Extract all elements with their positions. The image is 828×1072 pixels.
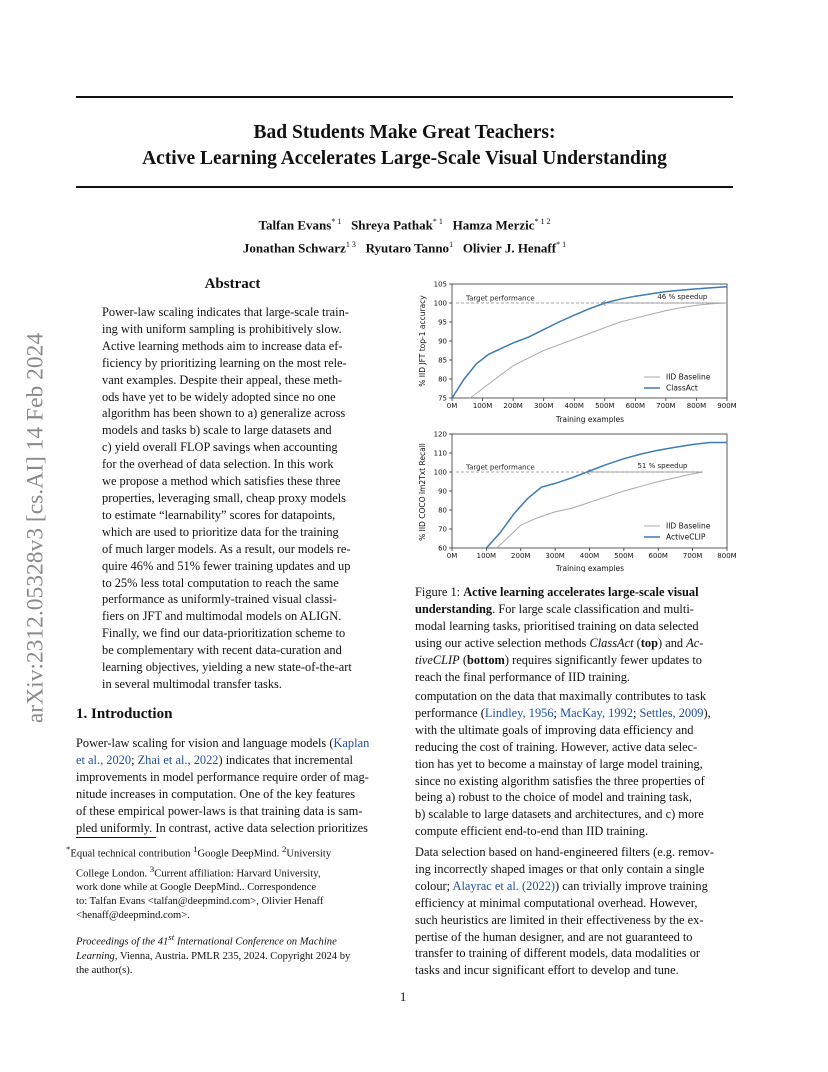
x-tick-label: 0M xyxy=(446,552,458,560)
abstract-line: in several multimodal transfer tasks. xyxy=(102,676,282,691)
author-affiliation: * 1 xyxy=(331,217,342,226)
abstract-line: to estimate “learnability” scores for datapoints, xyxy=(102,507,336,522)
x-tick-label: 600M xyxy=(648,552,668,560)
abstract-line: ficiency by prioritizing learning on the most rele- xyxy=(102,355,347,370)
text-line: b) scalable to large datasets and architectures, and c) more xyxy=(415,807,704,822)
intro-paragraph xyxy=(76,735,394,836)
y-tick-label: 105 xyxy=(433,280,447,289)
x-tick-label: 600M xyxy=(625,402,646,410)
citation-link[interactable]: Alayrac et al. (2022) xyxy=(452,878,556,893)
text-line: such heuristics are limited in their effectiveness by the ex- xyxy=(415,912,704,927)
x-tick-label: 800M xyxy=(717,552,737,560)
legend-label: IID Baseline xyxy=(666,521,711,531)
y-tick-label: 85 xyxy=(438,356,447,365)
text-run: ) requires significantly fewer updates to xyxy=(504,652,702,667)
x-tick-label: 100M xyxy=(476,552,497,560)
speedup-label: 46 % speedup xyxy=(657,293,708,301)
legend-label: ClassAct xyxy=(666,383,698,393)
text-run: colour; xyxy=(415,878,453,893)
text-line: improvements in model performance require order of mag- xyxy=(76,769,369,784)
text-line: the author(s). xyxy=(76,964,133,976)
y-tick-label: 80 xyxy=(438,375,447,384)
citation-link[interactable]: Zhai et al., 2022 xyxy=(137,752,219,767)
x-tick-label: 700M xyxy=(682,552,703,560)
footnote-rule xyxy=(76,837,156,838)
x-tick-label: 0M xyxy=(446,402,458,410)
top-rule xyxy=(76,96,733,98)
author-affiliation: * 1 2 xyxy=(534,217,551,226)
proceedings-note xyxy=(76,930,396,978)
text-line: ing incorrectly shaped images or that only contain a single xyxy=(415,861,705,876)
body-paragraph xyxy=(415,844,735,979)
abstract-line: Finally, we find our data-prioritization scheme to xyxy=(102,626,346,641)
author-affiliation: * 1 xyxy=(556,240,567,250)
text-line: with the ultimate goals of improving data efficiency and xyxy=(415,722,694,737)
text-run: Equal technical contribution xyxy=(70,848,194,860)
text-line: compute efficient end-to-end than IID training. xyxy=(415,824,649,839)
x-tick-label: 100M xyxy=(472,402,493,410)
plot-frame xyxy=(452,434,727,548)
text-line: reach the final performance of IID training. xyxy=(415,669,631,684)
target-label: Target performance xyxy=(466,294,535,303)
text-run: understanding xyxy=(415,601,493,616)
x-tick-label: 300M xyxy=(545,552,565,560)
speedup-label: 51 % speedup xyxy=(637,462,688,470)
abstract-line: of much larger models. As a result, our models re- xyxy=(102,541,351,556)
citation-link[interactable]: Kaplan xyxy=(333,736,370,750)
text-run: Current affiliation: Harvard University, xyxy=(154,868,321,880)
affiliation-mark: 3 xyxy=(149,863,155,874)
y-tick-label: 100 xyxy=(433,468,447,477)
text-run: ClassAct xyxy=(589,635,634,650)
x-tick-label: 400M xyxy=(564,402,584,410)
author-affiliation: 1 xyxy=(449,240,454,250)
author-name: Hamza Merzic xyxy=(452,217,535,233)
y-tick-label: 60 xyxy=(438,544,447,553)
text-line: being a) robust to the choice of model and training task, xyxy=(415,790,692,805)
title-line-2: Active Learning Accelerates Large-Scale Visual Understanding xyxy=(142,148,667,169)
figure-caption xyxy=(415,584,735,685)
text-run: International Conference on Machine xyxy=(174,936,337,948)
author-list xyxy=(76,212,733,259)
x-tick-label: 500M xyxy=(614,552,634,560)
text-run: top xyxy=(640,635,658,650)
abstract-line: fiers on JFT and multimodal models on ALIGN. xyxy=(102,609,342,624)
citation-link[interactable]: MacKay, 1992 xyxy=(560,705,633,720)
text-line: pertise of the human designer, and are not guaranteed to xyxy=(415,929,693,944)
text-run: ; xyxy=(553,705,561,720)
abstract-body xyxy=(102,304,370,693)
text-run: Learning xyxy=(76,950,115,962)
author-name: Jonathan Schwarz xyxy=(242,240,346,256)
text-run: Power-law scaling for vision and language models ( xyxy=(76,736,334,750)
text-run: ), xyxy=(703,705,711,720)
legend xyxy=(644,522,711,542)
title-bottom-rule xyxy=(76,186,733,188)
text-run: st xyxy=(168,932,175,942)
legend-label: IID Baseline xyxy=(666,372,711,382)
text-line: tasks and incur significant effort to develop and tune. xyxy=(415,963,679,978)
text-run: performance ( xyxy=(415,705,485,720)
text-line: pled uniformly. In contrast, active data selection prioritizes xyxy=(76,820,368,835)
arxiv-identifier: arXiv:2312.05328v3 [cs.AI] 14 Feb 2024 xyxy=(22,332,49,724)
text-run: , Vienna, Austria. PMLR 235, 2024. Copyright 2024 by xyxy=(114,950,351,962)
y-tick-label: 90 xyxy=(438,487,447,496)
y-tick-label: 90 xyxy=(438,337,447,346)
text-line: efficiency at minimal computational overhead. However, xyxy=(415,895,698,910)
text-run: ; xyxy=(131,752,138,767)
text-run: University xyxy=(286,848,332,860)
abstract-line: be complementary with recent data-curation and xyxy=(102,643,342,658)
abstract-line: Power-law scaling indicates that large-scale train- xyxy=(102,305,349,319)
author-affiliation: 1 3 xyxy=(345,240,356,250)
author-name: Ryutaro Tanno xyxy=(365,240,450,256)
body-paragraph xyxy=(415,688,735,840)
citation-link[interactable]: et al., 2020 xyxy=(76,752,132,767)
text-run: bottom xyxy=(466,652,505,667)
text-line: reducing the cost of training. However, active data selec- xyxy=(415,739,698,754)
abstract-line: performance as uniformly-trained visual classi- xyxy=(102,592,337,607)
abstract-line: quire 46% and 51% fewer training updates and up xyxy=(102,558,351,573)
title-line-1: Bad Students Make Great Teachers: xyxy=(253,122,556,143)
abstract-line: ing with uniform sampling is prohibitively slow. xyxy=(102,321,342,336)
author-name: Talfan Evans xyxy=(258,217,332,233)
text-line: computation on the data that maximally contributes to task xyxy=(415,689,707,703)
text-line: nitude increases in computation. One of the key features xyxy=(76,786,356,801)
text-run: ( xyxy=(633,635,641,650)
text-run: ) and xyxy=(657,635,687,650)
abstract-line: Active learning methods aim to increase data ef- xyxy=(102,338,343,353)
abstract-heading: Abstract xyxy=(204,276,261,292)
text-run: ; xyxy=(632,705,640,720)
abstract-line: we propose a method which satisfies these three xyxy=(102,474,341,489)
citation-link[interactable]: Settles, 2009 xyxy=(639,705,704,720)
text-run: Figure 1: xyxy=(415,585,464,599)
y-tick-label: 110 xyxy=(433,449,447,458)
legend xyxy=(644,373,711,393)
text-run: Proceedings of the xyxy=(76,936,158,948)
paper-title xyxy=(76,120,733,172)
x-tick-label: 200M xyxy=(503,402,523,410)
y-tick-label: 120 xyxy=(433,430,447,439)
text-line: tion has yet to become a mainstay of large model training, xyxy=(415,756,703,771)
legend-label: ActiveCLIP xyxy=(666,532,706,542)
x-tick-label: 500M xyxy=(595,402,615,410)
affiliation-mark: 1 xyxy=(193,844,198,854)
abstract-line: for the overhead of data selection. In this work xyxy=(102,457,334,472)
text-run: College London. xyxy=(76,868,150,880)
affiliation-mark: 2 xyxy=(281,844,287,854)
x-tick-label: 200M xyxy=(511,552,531,560)
text-run: 41 xyxy=(157,936,169,948)
text-run: . For large scale classification and multi- xyxy=(492,601,694,616)
text-line: transfer to training of different models, data modalities or xyxy=(415,946,701,961)
y-tick-label: 100 xyxy=(433,299,447,308)
text-line: Data selection based on hand-engineered filters (e.g. remov- xyxy=(415,845,714,859)
coco-recall-chart xyxy=(412,426,742,572)
y-tick-label: 95 xyxy=(438,318,447,327)
jft-accuracy-chart xyxy=(412,278,742,424)
x-axis-label: Training examples xyxy=(555,564,625,572)
text-run: Ac- xyxy=(686,635,704,650)
abstract-line: models and tasks b) scale to large datasets and xyxy=(102,423,332,438)
text-line: <henaff@deepmind.com>. xyxy=(76,910,190,922)
abstract-line: which are used to prioritize data for the training xyxy=(102,524,339,539)
y-tick-label: 80 xyxy=(438,506,447,515)
abstract-line: properties, leveraging small, cheap proxy models xyxy=(102,490,346,505)
text-line: to: Talfan Evans <talfan@deepmind.com>, Olivier Henaff xyxy=(76,896,324,908)
text-line: of these empirical power-laws is that training data is sam- xyxy=(76,803,363,818)
x-tick-label: 800M xyxy=(686,402,707,410)
text-run: ) can trivially improve training xyxy=(555,878,708,893)
y-axis-label: % IID COCO Im2Txt Recall xyxy=(418,443,427,541)
abstract-line: ods have yet to be widely adopted since no one xyxy=(102,389,336,404)
author-name: Olivier J. Henaff xyxy=(462,240,557,256)
page-number: 1 xyxy=(400,990,407,1004)
x-tick-label: 700M xyxy=(656,402,676,410)
x-tick-label: 400M xyxy=(579,552,600,560)
footnote xyxy=(66,842,394,923)
y-tick-label: 70 xyxy=(438,525,447,534)
text-run: tiveCLIP xyxy=(415,652,460,667)
author-name: Shreya Pathak xyxy=(351,217,433,233)
author-affiliation: * 1 xyxy=(432,217,443,226)
abstract-line: to 25% less total computation to reach the same xyxy=(102,575,339,590)
x-tick-label: 300M xyxy=(533,402,554,410)
abstract-line: c) yield overall FLOP savings when accounting xyxy=(102,440,338,455)
abstract-line: learning objectives, yielding a new state-of-the-art xyxy=(102,660,352,675)
footnote-mark: * xyxy=(66,844,71,854)
abstract-line: vant examples. Despite their appeal, these meth- xyxy=(102,372,343,387)
text-run: using our active selection methods xyxy=(415,635,590,650)
text-run: ( xyxy=(459,652,467,667)
text-run: Active learning accelerates large-scale visual xyxy=(463,585,699,599)
citation-link[interactable]: Lindley, 1956 xyxy=(484,705,554,720)
abstract-line: algorithm has been shown to a) generalize across xyxy=(102,406,346,421)
text-run: Google DeepMind. xyxy=(197,848,282,860)
text-line: work done while at Google DeepMind.. Correspondence xyxy=(76,882,317,894)
x-tick-label: 900M xyxy=(717,402,737,410)
y-axis-label: % IID JFT top-1 accuracy xyxy=(418,295,427,387)
text-run: ) indicates that incremental xyxy=(218,752,354,767)
text-line: modal learning tasks, prioritised training on data selected xyxy=(415,618,699,633)
x-axis-label: Training examples xyxy=(555,415,625,424)
y-tick-label: 75 xyxy=(438,394,447,403)
section-heading-introduction: 1. Introduction xyxy=(76,706,173,722)
text-line: since no existing algorithm satisfies the three properties of xyxy=(415,773,705,788)
target-label: Target performance xyxy=(466,463,535,472)
